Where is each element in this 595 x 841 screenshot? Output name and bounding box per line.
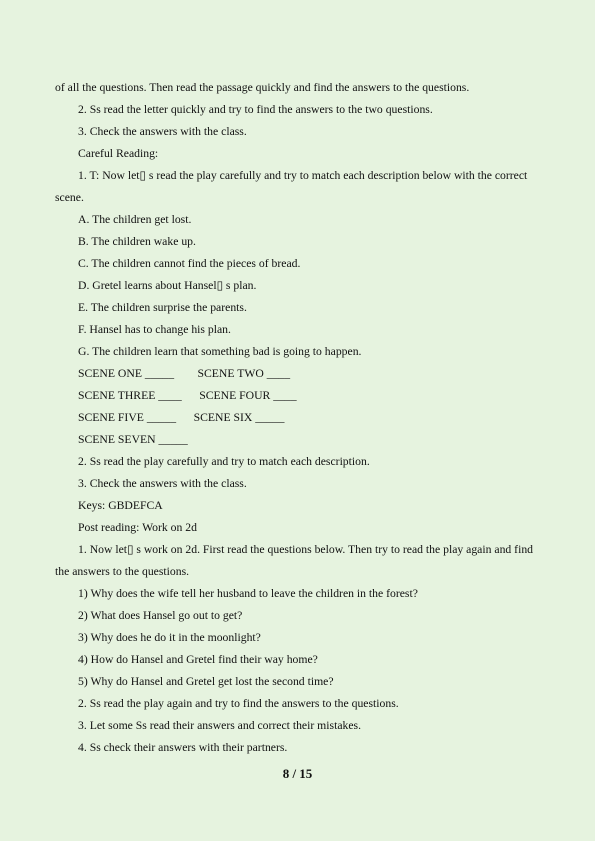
text-line: 3. Let some Ss read their answers and correct their mistakes.	[78, 719, 362, 732]
text-line: 1. Now let▯ s work on 2d. First read the questions below. Then try to read the play again and find	[78, 543, 534, 556]
section-heading: Careful Reading:	[78, 147, 159, 160]
text-line: 2. Ss read the play carefully and try to match each description.	[78, 455, 370, 468]
description-item: C. The children cannot find the pieces of bread.	[78, 257, 301, 270]
document-body	[55, 79, 545, 761]
text-line: the answers to the questions.	[55, 565, 190, 578]
scene-blanks: SCENE SEVEN _____	[78, 433, 188, 446]
scene-blanks: SCENE FIVE _____ SCENE SIX _____	[78, 411, 285, 424]
section-heading: Post reading: Work on 2d	[78, 521, 197, 534]
text-line: 3. Check the answers with the class.	[78, 125, 247, 138]
description-item: G. The children learn that something bad is going to happen.	[78, 345, 362, 358]
answer-keys: Keys: GBDEFCA	[78, 499, 163, 512]
question-item: 4) How do Hansel and Gretel find their way home?	[78, 653, 318, 666]
description-item: E. The children surprise the parents.	[78, 301, 247, 314]
text-line: of all the questions. Then read the passage quickly and find the answers to the questions.	[55, 81, 470, 94]
description-item: B. The children wake up.	[78, 235, 196, 248]
question-item: 1) Why does the wife tell her husband to leave the children in the forest?	[78, 587, 418, 600]
text-line: 2. Ss read the play again and try to find the answers to the questions.	[78, 697, 399, 710]
text-line: scene.	[55, 191, 84, 204]
description-item: D. Gretel learns about Hansel▯ s plan.	[78, 279, 257, 292]
question-item: 2) What does Hansel go out to get?	[78, 609, 243, 622]
text-line: 3. Check the answers with the class.	[78, 477, 247, 490]
scene-blanks: SCENE THREE ____ SCENE FOUR ____	[78, 389, 297, 402]
scene-blanks: SCENE ONE _____ SCENE TWO ____	[78, 367, 291, 380]
description-item: F. Hansel has to change his plan.	[78, 323, 231, 336]
text-line: 4. Ss check their answers with their partners.	[78, 741, 288, 754]
question-item: 5) Why do Hansel and Gretel get lost the second time?	[78, 675, 334, 688]
question-item: 3) Why does he do it in the moonlight?	[78, 631, 261, 644]
text-line: 2. Ss read the letter quickly and try to find the answers to the two questions.	[78, 103, 433, 116]
text-line: 1. T: Now let▯ s read the play carefully and try to match each description below with the correct	[78, 169, 528, 182]
page-number: 8 / 15	[282, 766, 313, 781]
description-item: A. The children get lost.	[78, 213, 192, 226]
